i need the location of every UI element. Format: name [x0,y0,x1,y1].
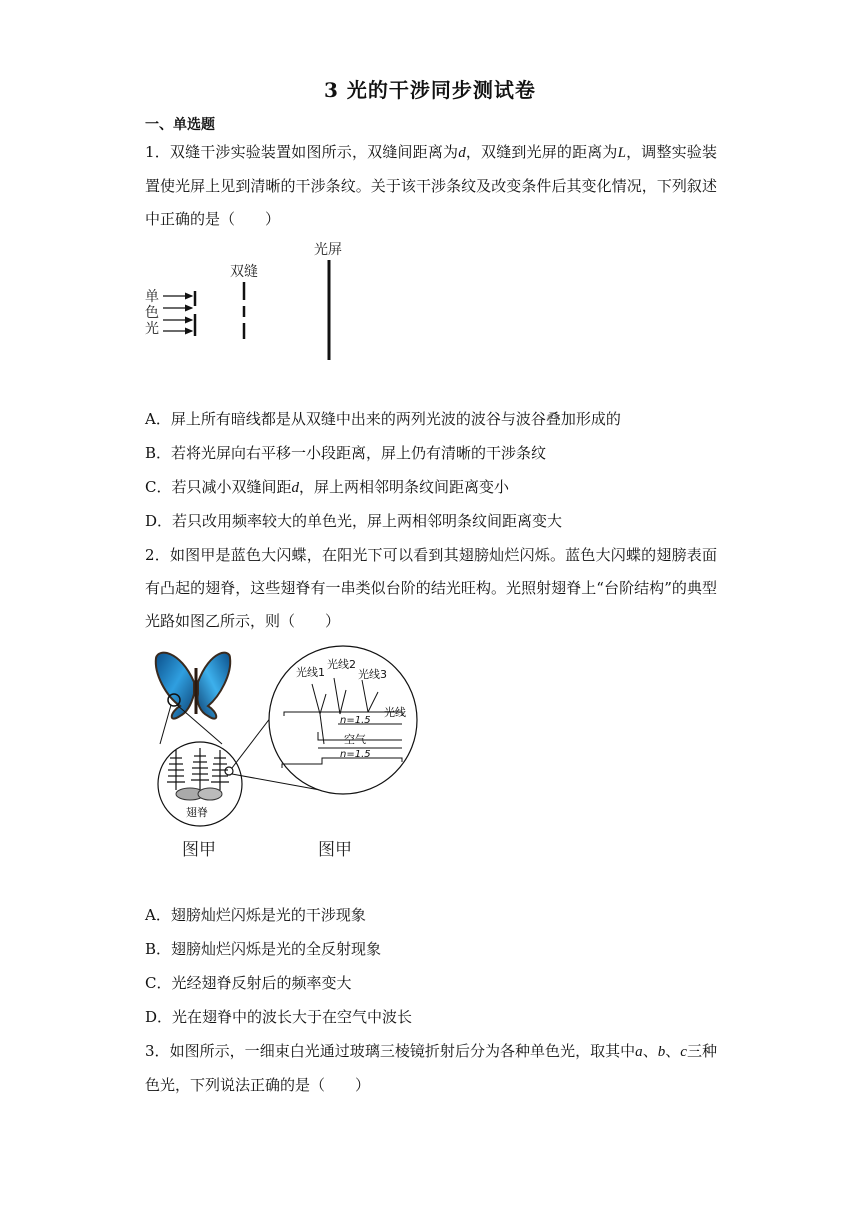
q3-var-c: c [680,1044,687,1060]
n-bottom-label: n=1.5 [340,749,371,760]
q1-var-d: d [458,145,466,161]
ridge-label: 翅脊 [186,806,208,819]
light-label-1: 单 [145,289,159,305]
q1-stem-part: ，双缝到光屏的距离为 [465,143,618,161]
q2-option-b[interactable]: B．翅膀灿烂闪烁是光的全反射现象 [145,940,382,958]
figure-caption-right: 图甲 [318,840,352,860]
screen-label: 光屏 [314,242,342,258]
q1-option-b[interactable]: B．若将光屏向右平移一小段距离，屏上仍有清晰的干涉条纹 [145,444,547,462]
ray-1-label: 光线1 [296,666,325,679]
n-top-label: n=1.5 [340,715,371,726]
q3-var-b: b [657,1044,666,1060]
q3-stem-part: 三种色光，下列说法正确的是（ ） [145,1042,717,1094]
ray-diagram-circle [269,646,417,794]
q1-option-c-var-d: d [291,480,299,496]
q1-stem-part: 1．双缝干涉实验装置如图所示，双缝间距离为 [145,143,459,161]
leader-line [160,705,171,744]
q1-option-c-text: ，屏上两相邻明条纹间距离变小 [298,478,509,496]
q3-var-a: a [635,1044,643,1060]
q3-sep: 、 [642,1042,658,1060]
q2-option-c[interactable]: C．光经翅脊反射后的频率变大 [145,974,352,992]
page-title: 3 光的干涉同步测试卷 [324,78,536,102]
butterfly-image [156,653,230,719]
question-3-stem [145,1035,717,1102]
q1-option-c-text: C．若只减小双缝间距 [145,478,292,496]
leader-line [177,705,222,744]
question-1-stem [145,136,717,236]
double-slit-figure [140,238,360,366]
butterfly-figure [150,640,420,868]
air-label: 空气 [344,733,366,746]
incident-ray-label: 光线 [384,706,406,719]
q3-stem-part: 3．如图所示，一细束白光通过玻璃三棱镜折射后分为各种单色光，取其中 [145,1042,636,1060]
q3-sep: 、 [665,1042,681,1060]
question-2-stem: 2．如图甲是蓝色大闪蝶，在阳光下可以看到其翅膀灿烂闪烁。蓝色大闪蝶的翅膀表面有凸起的翅脊，这些翅脊有一串类似台阶的结光旺构。光照射翅脊上“台阶结构”的典型光路如图乙所示，则（ ） [145,546,717,630]
q1-stem-part: ，调整实验装置使光屏上见到清晰的干涉条纹。关于该干涉条纹及改变条件后其变化情况，下列叙述中正确的是（ ） [145,143,717,228]
ray-2-label: 光线2 [327,658,356,671]
section-heading: 一、单选题 [145,117,215,133]
light-label-2: 色 [145,305,159,321]
ray-3-label: 光线3 [358,668,387,681]
slit-label: 双缝 [230,264,258,280]
q1-option-a[interactable]: A．屏上所有暗线都是从双缝中出来的两列光波的波谷与波谷叠加形成的 [145,410,621,428]
light-label-3: 光 [145,321,159,337]
q1-var-L: L [617,145,626,161]
ridge-zoom-circle [158,742,242,826]
q2-option-a[interactable]: A．翅膀灿烂闪烁是光的干涉现象 [145,906,366,924]
figure-caption-left: 图甲 [182,840,216,860]
q1-option-d[interactable]: D．若只改用频率较大的单色光，屏上两相邻明条纹间距离变大 [145,512,563,530]
q2-option-d[interactable]: D．光在翅脊中的波长大于在空气中波长 [145,1008,413,1026]
q1-option-c[interactable] [145,477,509,498]
